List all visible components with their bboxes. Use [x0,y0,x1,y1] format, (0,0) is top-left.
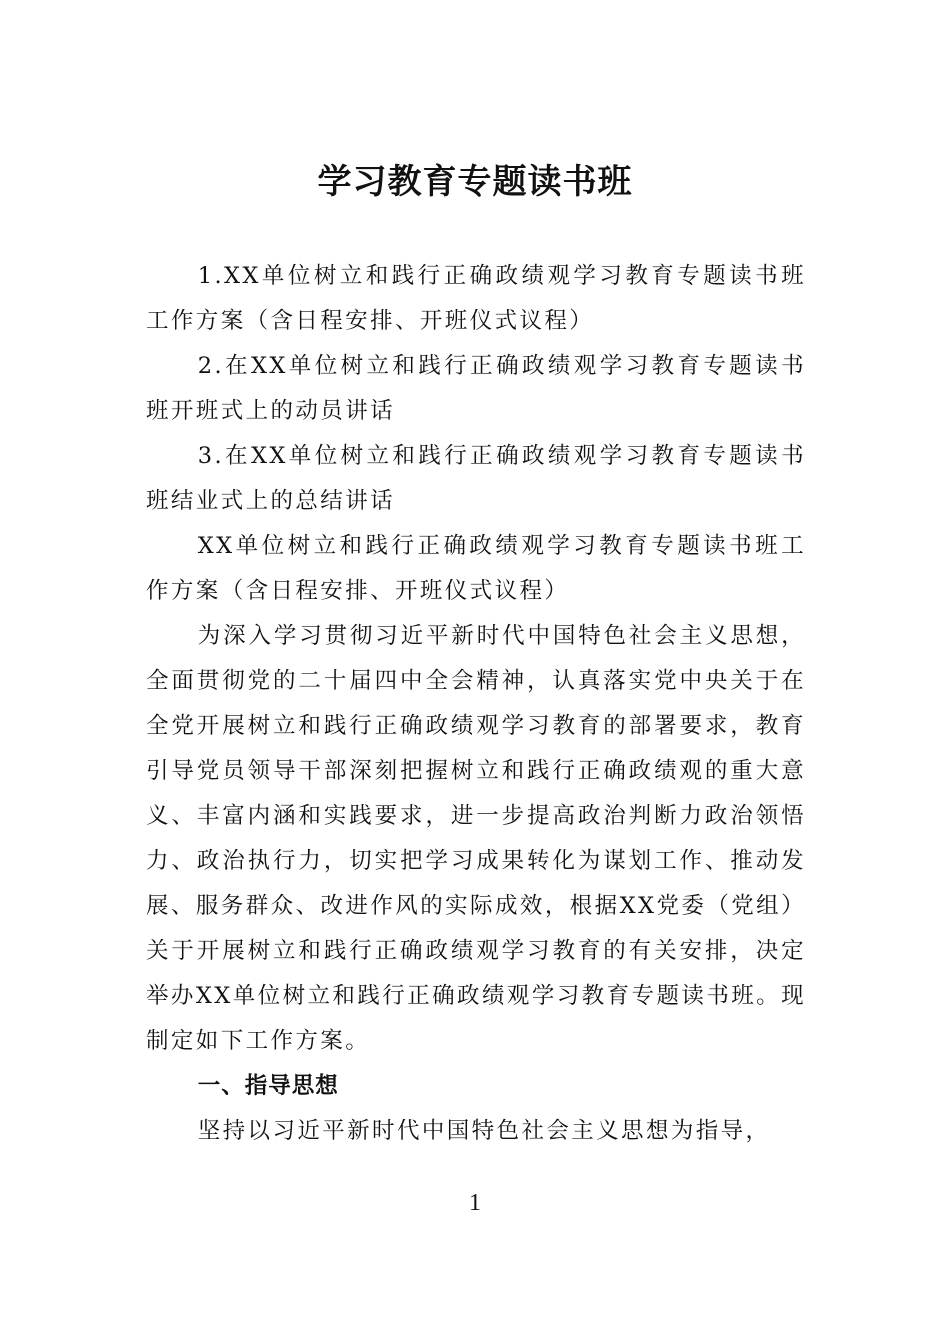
section-paragraph: 坚持以习近平新时代中国特色社会主义思想为指导， [197,1118,771,1144]
work-plan-title: XX单位树立和践行正确政绩观学习教育专题读书班工作方案（含日程安排、开班仪式议程） [146,533,806,604]
list-item-closing-speech: 3.在XX单位树立和践行正确政绩观学习教育专题读书班结业式上的总结讲话 [146,443,806,514]
document-title: 学习教育专题读书班 [317,162,633,202]
document-body [146,254,806,1154]
section-heading-guiding-thought: 一、指导思想 [197,1073,339,1099]
intro-paragraph: 为深入学习贯彻习近平新时代中国特色社会主义思想，全面贯彻党的二十届四中全会精神，认真落实党中央关于在全党开展树立和践行正确政绩观学习教育的部署要求，教育引导党员领导干部深刻把握树立和践行正确政绩观的重大意义、丰富内涵和实践要求，进一步提高政治判断力政治领悟力、政治执行力，切实把学习成果转化为谋划工作、推动发展、服务群众、改进作风的实际成效，根据XX党委（党组）关于开展树立和践行正确政绩观学习教育的有关安排，决定举办XX单位树立和践行正确政绩观学习教育专题读书班。现制定如下工作方案。 [146,623,806,1054]
list-item-work-plan: 1.XX单位树立和践行正确政绩观学习教育专题读书班工作方案（含日程安排、开班仪式议程） [146,263,806,334]
page-number: 1 [469,1190,481,1216]
list-item-opening-speech: 2.在XX单位树立和践行正确政绩观学习教育专题读书班开班式上的动员讲话 [146,353,806,424]
